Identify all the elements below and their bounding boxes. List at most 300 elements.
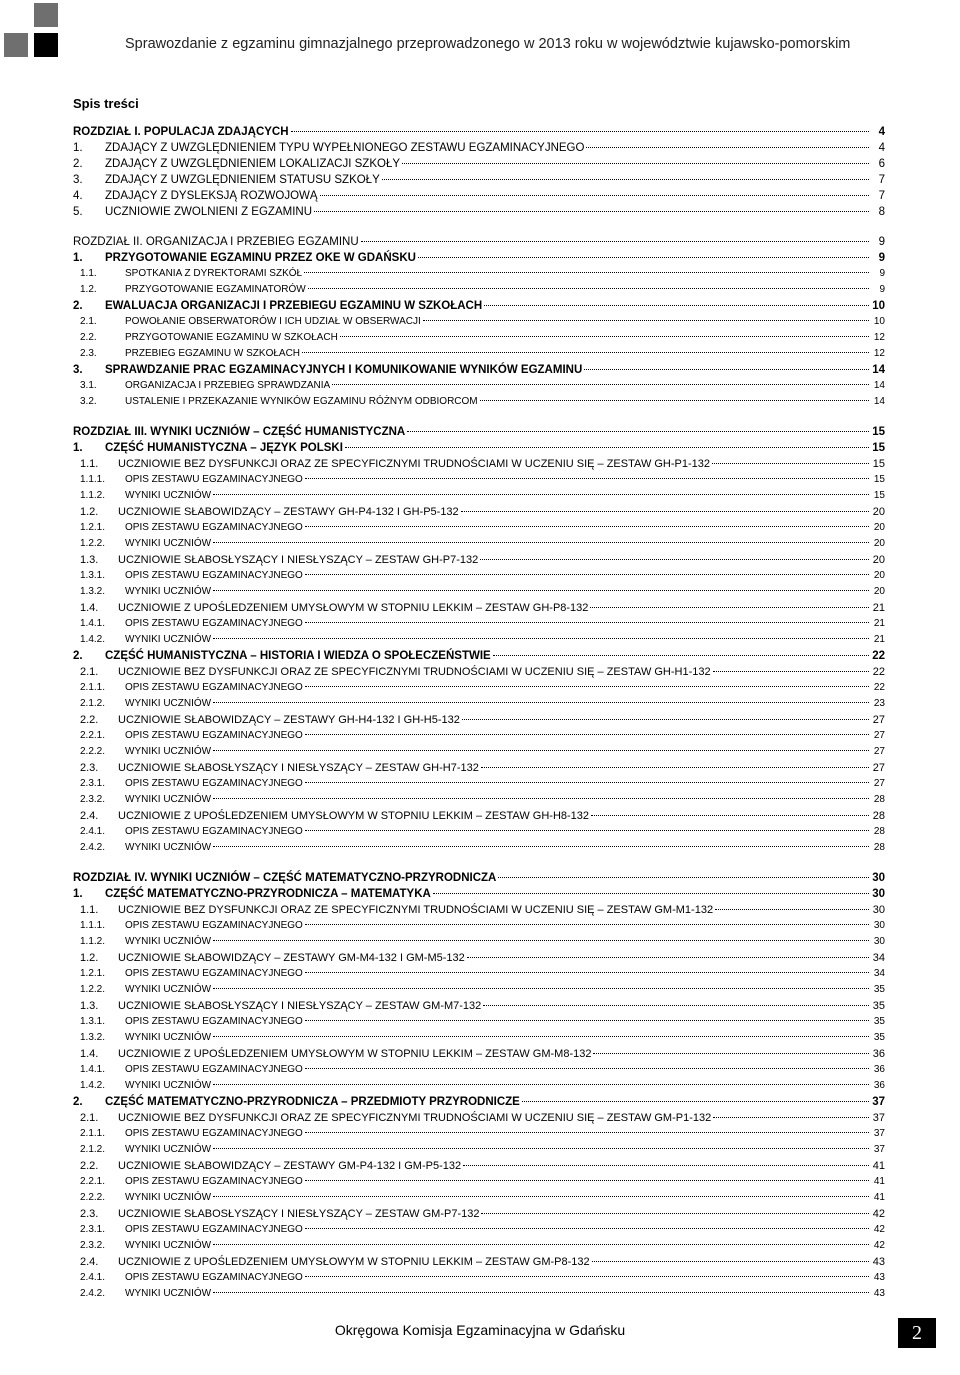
toc-entry[interactable] [73,1014,885,1030]
toc-entry-number: 1.2.1. [80,968,106,979]
toc-entry-title: ROZDZIAŁ III. WYNIKI UCZNIÓW – CZĘŚĆ HUMANISTYCZNA [73,426,406,438]
toc-entry-title: WYNIKI UCZNIÓW [125,1288,212,1299]
toc-entry-number: 1.1.1. [80,920,106,931]
toc-dot-leader [483,1005,869,1006]
toc-entry[interactable] [73,966,885,982]
toc-dot-leader [407,431,869,432]
toc-entry[interactable] [73,1030,885,1046]
toc-entry[interactable] [73,378,885,394]
toc-entry-title: PRZYGOTOWANIE EGZAMINU W SZKOŁACH [125,332,338,343]
toc-dot-leader [418,257,869,258]
toc-entry-title: UCZNIOWIE SŁABOWIDZĄCY – ZESTAWY GH-P4-132 I GH-P5-132 [118,506,459,518]
toc-dot-leader [305,1132,869,1133]
toc-entry-number: 2.2.1. [80,1176,106,1187]
toc-entry-number: 2.2.1. [80,730,106,741]
toc-spacer [73,410,885,424]
toc-dot-leader [498,877,869,878]
toc-entry[interactable] [73,902,885,918]
toc-entry-number: 1.4.1. [80,1064,106,1075]
toc-entry[interactable] [73,204,885,220]
toc-entry-page: 15 [873,490,885,501]
toc-dot-leader [302,352,869,353]
toc-entry[interactable] [73,568,885,584]
toc-entry[interactable] [73,792,885,808]
toc-entry-page: 30 [872,872,885,884]
toc-entry-page: 23 [873,698,885,709]
toc-entry-title: WYNIKI UCZNIÓW [125,1080,212,1091]
toc-entry[interactable] [73,536,885,552]
toc-entry-number: 3.1. [80,380,97,391]
toc-entry-title: ZDAJĄCY Z DYSLEKSJĄ ROZWOJOWĄ [105,190,318,202]
toc-entry[interactable] [73,188,885,204]
toc-dot-leader [213,1244,869,1245]
toc-entry[interactable] [73,1222,885,1238]
toc-entry[interactable] [73,1286,885,1302]
toc-entry[interactable] [73,728,885,744]
toc-dot-leader [314,211,869,212]
logo [0,0,60,60]
toc-entry-number: 2.4.1. [80,826,106,837]
toc-entry[interactable] [73,140,885,156]
toc-entry-number: 2.4.2. [80,842,106,853]
toc-dot-leader [213,1292,869,1293]
toc-dot-leader [304,272,869,273]
toc-entry-title: EWALUACJA ORGANIZACJI I PRZEBIEGU EGZAMINU W SZKOŁACH [105,300,483,312]
toc-entry-number: 1.2. [80,952,99,964]
toc-entry[interactable] [73,362,885,378]
toc-dot-leader [305,1068,869,1069]
toc-entry-number: 2.1.1. [80,1128,106,1139]
toc-entry[interactable] [73,1110,885,1126]
toc-entry-number: 1.2.2. [80,984,106,995]
toc-entry[interactable] [73,156,885,172]
toc-entry-number: 1. [73,442,83,454]
toc-entry-title: WYNIKI UCZNIÓW [125,936,212,947]
toc-entry-title: UCZNIOWIE Z UPOŚLEDZENIEM UMYSŁOWYM W STOPNIU LEKKIM – ZESTAW GM-P8-132 [118,1256,590,1268]
toc-dot-leader [213,638,869,639]
toc-entry-page: 35 [872,1000,885,1012]
toc-dot-leader [305,1276,869,1277]
toc-entry-page: 20 [872,506,885,518]
toc-entry-number: 1. [73,142,83,154]
toc-entry[interactable] [73,456,885,472]
toc-entry-title: OPIS ZESTAWU EGZAMINACYJNEGO [125,920,303,931]
toc-dot-leader [213,1148,869,1149]
toc-entry-page: 30 [872,888,885,900]
toc-entry-title: OPIS ZESTAWU EGZAMINACYJNEGO [125,1224,303,1235]
toc-entry[interactable] [73,250,885,266]
toc-entry-number: 4. [73,190,83,202]
toc-entry-title: OPIS ZESTAWU EGZAMINACYJNEGO [125,522,303,533]
toc-entry-number: 1.3. [80,1000,99,1012]
toc-entry[interactable] [73,1254,885,1270]
toc-entry-page: 7 [878,190,885,202]
toc-entry[interactable] [73,584,885,600]
toc-entry-page: 20 [873,570,885,581]
toc-entry[interactable] [73,696,885,712]
toc-entry-number: 1.2. [80,506,99,518]
toc-entry-number: 2.4.1. [80,1272,106,1283]
toc-entry[interactable] [73,776,885,792]
toc-entry-title: POWOŁANIE OBSERWATORÓW I ICH UDZIAŁ W OBSERWACJI [125,316,421,327]
toc-dot-leader [305,1180,869,1181]
toc-dot-leader [586,147,869,148]
toc-entry-title: OPIS ZESTAWU EGZAMINACYJNEGO [125,778,303,789]
toc-entry-number: 1.4.2. [80,634,106,645]
toc-entry-number: 2.1.2. [80,698,106,709]
toc-entry-page: 20 [872,554,885,566]
toc-entry[interactable] [73,934,885,950]
toc-dot-leader [522,1101,869,1102]
toc-dot-leader [713,1117,869,1118]
toc-entry-title: UCZNIOWIE SŁABOWIDZĄCY – ZESTAWY GH-H4-132 I GH-H5-132 [118,714,460,726]
toc-entry[interactable] [73,808,885,824]
toc-dot-leader [213,542,869,543]
logo-square [34,33,58,57]
toc-entry-page: 21 [873,618,885,629]
toc-dot-leader [305,478,869,479]
toc-chapter[interactable] [73,870,885,886]
toc-entry[interactable] [73,1126,885,1142]
toc-entry-page: 15 [872,426,885,438]
toc-entry-number: 2.1. [80,1112,99,1124]
toc-dot-leader [213,702,869,703]
toc-entry[interactable] [73,648,885,664]
toc-entry-title: CZĘŚĆ MATEMATYCZNO-PRZYRODNICZA – MATEMATYKA [105,888,431,900]
toc-entry[interactable] [73,744,885,760]
toc-entry-number: 2.3.1. [80,1224,106,1235]
toc-dot-leader [305,1020,869,1021]
toc-entry-page: 7 [878,174,885,186]
toc-entry[interactable] [73,760,885,776]
toc-entry-title: OPIS ZESTAWU EGZAMINACYJNEGO [125,730,303,741]
toc-entry-number: 2.3. [80,1208,99,1220]
toc-entry-page: 12 [873,348,885,359]
toc-entry[interactable] [73,172,885,188]
toc-entry[interactable] [73,282,885,298]
toc-entry-title: UCZNIOWIE BEZ DYSFUNKCJI ORAZ ZE SPECYFICZNYMI TRUDNOŚCIAMI W UCZENIU SIĘ – ZESTAW GH-P1-132 [118,458,711,470]
toc-dot-leader [213,1036,869,1037]
toc-dot-leader [291,131,869,132]
toc-entry-number: 1.3.2. [80,1032,106,1043]
toc-entry-number: 1.1. [80,268,97,279]
toc-entry-number: 2.1.2. [80,1144,106,1155]
toc-entry[interactable] [73,330,885,346]
toc-dot-leader [480,559,869,560]
toc-entry-page: 41 [872,1160,885,1172]
toc-entry-page: 20 [873,586,885,597]
toc-dot-leader [462,719,869,720]
toc-entry[interactable] [73,616,885,632]
toc-entry[interactable] [73,504,885,520]
toc-entry-title: OPIS ZESTAWU EGZAMINACYJNEGO [125,570,303,581]
toc-entry-number: 1.1.2. [80,490,106,501]
toc-entry[interactable] [73,266,885,282]
toc-dot-leader [308,288,869,289]
toc-chapter[interactable] [73,124,885,140]
toc-entry-title: UCZNIOWIE ZWOLNIENI Z EGZAMINU [105,206,312,218]
toc-entry[interactable] [73,1046,885,1062]
toc-entry-number: 1.2. [80,284,97,295]
toc-entry[interactable] [73,1270,885,1286]
toc-entry[interactable] [73,950,885,966]
toc-entry-page: 15 [873,474,885,485]
toc-entry[interactable] [73,680,885,696]
toc-entry-page: 14 [873,396,885,407]
toc-entry-title: WYNIKI UCZNIÓW [125,746,212,757]
toc-entry-number: 2.2. [80,332,97,343]
toc-entry-title: UCZNIOWIE SŁABOSŁYSZĄCY I NIESŁYSZĄCY – ZESTAW GM-P7-132 [118,1208,480,1220]
toc-dot-leader [484,305,869,306]
toc-entry-title: OPIS ZESTAWU EGZAMINACYJNEGO [125,1176,303,1187]
toc-entry-title: CZĘŚĆ HUMANISTYCZNA – JĘZYK POLSKI [105,442,343,454]
toc-entry-title: WYNIKI UCZNIÓW [125,698,212,709]
toc-entry-page: 41 [873,1176,885,1187]
toc-entry-title: WYNIKI UCZNIÓW [125,1144,212,1155]
toc-entry-number: 1.2.2. [80,538,106,549]
toc-entry-page: 22 [872,650,885,662]
toc-entry-page: 20 [873,522,885,533]
toc-entry-title: UCZNIOWIE BEZ DYSFUNKCJI ORAZ ZE SPECYFICZNYMI TRUDNOŚCIAMI W UCZENIU SIĘ – ZESTAW GM-M1-132 [118,904,714,916]
toc-entry[interactable] [73,600,885,616]
toc-entry[interactable] [73,394,885,410]
toc-entry[interactable] [73,1238,885,1254]
toc-dot-leader [213,846,869,847]
toc-entry-title: UCZNIOWIE SŁABOSŁYSZĄCY I NIESŁYSZĄCY – ZESTAW GH-H7-132 [118,762,479,774]
toc-dot-leader [480,400,869,401]
toc-entry[interactable] [73,1206,885,1222]
toc-entry[interactable] [73,1158,885,1174]
toc-entry-page: 37 [872,1112,885,1124]
toc-entry-title: WYNIKI UCZNIÓW [125,634,212,645]
toc-entry-title: UCZNIOWIE Z UPOŚLEDZENIEM UMYSŁOWYM W STOPNIU LEKKIM – ZESTAW GH-P8-132 [118,602,589,614]
toc-entry-page: 37 [873,1128,885,1139]
toc-entry-page: 15 [872,442,885,454]
toc-entry-number: 1.4.1. [80,618,106,629]
toc-entry-page: 10 [873,316,885,327]
toc-entry-number: 2. [73,300,83,312]
toc-entry[interactable] [73,918,885,934]
toc-dot-leader [712,463,869,464]
toc-entry-number: 1.3.2. [80,586,106,597]
toc-entry-number: 2.4. [80,1256,99,1268]
toc-dot-leader [332,384,869,385]
toc-entry-page: 43 [873,1272,885,1283]
logo-square [34,3,58,27]
toc-entry-title: ZDAJĄCY Z UWZGLĘDNIENIEM LOKALIZACJI SZKOŁY [105,158,401,170]
toc-entry-number: 2.3.2. [80,1240,106,1251]
toc-entry-number: 3. [73,364,83,376]
toc-entry-page: 36 [873,1064,885,1075]
toc-entry-title: ROZDZIAŁ I. POPULACJA ZDAJĄCYCH [73,126,289,138]
toc-entry-title: PRZEBIEG EGZAMINU W SZKOŁACH [125,348,301,359]
toc-entry-page: 43 [873,1288,885,1299]
toc-entry[interactable] [73,632,885,648]
toc-entry-number: 2.2. [80,714,99,726]
toc-entry-number: 2.1.1. [80,682,106,693]
toc-entry-page: 20 [873,538,885,549]
toc-entry-number: 2.4.2. [80,1288,106,1299]
toc-entry-number: 1.1. [80,904,99,916]
toc-entry-page: 27 [872,762,885,774]
toc-entry[interactable] [73,520,885,536]
toc-entry[interactable] [73,314,885,330]
toc-entry-number: 2.3.1. [80,778,106,789]
toc-entry-page: 8 [878,206,885,218]
toc-entry-title: WYNIKI UCZNIÓW [125,490,212,501]
toc-entry-page: 10 [872,300,885,312]
toc-entry-title: UCZNIOWIE BEZ DYSFUNKCJI ORAZ ZE SPECYFICZNYMI TRUDNOŚCIAMI W UCZENIU SIĘ – ZESTAW GH-H1-132 [118,666,711,678]
toc-entry-title: CZĘŚĆ HUMANISTYCZNA – HISTORIA I WIEDZA O SPOŁECZEŃSTWIE [105,650,491,662]
toc-entry-page: 4 [878,126,885,138]
toc-entry-page: 28 [873,826,885,837]
toc-dot-leader [213,1084,869,1085]
toc-entry-page: 27 [873,730,885,741]
toc-entry[interactable] [73,998,885,1014]
toc-entry[interactable] [73,664,885,680]
toc-entry-number: 2.1. [80,316,97,327]
toc-entry[interactable] [73,982,885,998]
toc-entry-page: 36 [873,1080,885,1091]
toc-entry-page: 9 [879,284,885,295]
toc-entry-page: 21 [873,634,885,645]
toc-entry-title: CZĘŚĆ MATEMATYCZNO-PRZYRODNICZA – PRZEDMIOTY PRZYRODNICZE [105,1096,520,1108]
toc-entry-number: 2.3. [80,348,97,359]
toc-entry-page: 30 [872,904,885,916]
toc-chapter[interactable] [73,424,885,440]
toc-entry-title: ZDAJĄCY Z UWZGLĘDNIENIEM TYPU WYPEŁNIONEGO ZESTAWU EGZAMINACYJNEGO [105,142,585,154]
toc-entry-number: 2. [73,650,83,662]
toc-entry[interactable] [73,346,885,362]
toc-entry[interactable] [73,298,885,314]
toc-entry[interactable] [73,472,885,488]
toc-dot-leader [213,1196,869,1197]
toc-dot-leader [305,924,869,925]
toc-entry-page: 22 [872,666,885,678]
toc-entry-title: WYNIKI UCZNIÓW [125,1240,212,1251]
toc-entry-number: 1.3. [80,554,99,566]
toc-entry[interactable] [73,488,885,504]
toc-entry-number: 3. [73,174,83,186]
toc-entry-page: 36 [872,1048,885,1060]
toc-chapter[interactable] [73,234,885,250]
toc-dot-leader [305,1228,869,1229]
toc-dot-leader [592,1261,869,1262]
toc-entry-title: WYNIKI UCZNIÓW [125,586,212,597]
toc-dot-leader [320,195,869,196]
toc-entry-page: 30 [873,936,885,947]
toc-entry-page: 14 [872,364,885,376]
toc-entry-number: 1.1. [80,458,99,470]
toc-entry-number: 2.2. [80,1160,99,1172]
toc-entry[interactable] [73,886,885,902]
toc-entry-number: 5. [73,206,83,218]
toc-entry-title: OPIS ZESTAWU EGZAMINACYJNEGO [125,968,303,979]
toc-entry-page: 15 [872,458,885,470]
toc-entry[interactable] [73,840,885,856]
toc-entry-page: 21 [872,602,885,614]
toc-entry-page: 42 [872,1208,885,1220]
toc-entry[interactable] [73,552,885,568]
toc-entry-title: UCZNIOWIE SŁABOSŁYSZĄCY I NIESŁYSZĄCY – ZESTAW GM-M7-132 [118,1000,482,1012]
toc-dot-leader [361,241,869,242]
toc-entry-number: 2.2.2. [80,1192,106,1203]
toc-dot-leader [715,909,869,910]
toc-entry[interactable] [73,712,885,728]
toc-entry[interactable] [73,824,885,840]
toc-entry-title: OPIS ZESTAWU EGZAMINACYJNEGO [125,474,303,485]
toc-entry-page: 28 [873,842,885,853]
toc-entry-number: 2.2.2. [80,746,106,757]
toc-entry[interactable] [73,1190,885,1206]
toc-spacer [73,220,885,234]
toc-entry-page: 42 [873,1240,885,1251]
toc-dot-leader [305,830,869,831]
toc-dot-leader [713,671,869,672]
toc-entry-title: SPRAWDZANIE PRAC EGZAMINACYJNYCH I KOMUNIKOWANIE WYNIKÓW EGZAMINU [105,364,583,376]
toc-entry-title: OPIS ZESTAWU EGZAMINACYJNEGO [125,618,303,629]
toc-spacer [73,856,885,870]
page-footer: Okręgowa Komisja Egzaminacyjna w Gdańsku [334,1322,626,1338]
toc-entry-number: 1. [73,252,83,264]
toc-entry[interactable] [73,440,885,456]
toc-entry-page: 42 [873,1224,885,1235]
toc-dot-leader [213,590,869,591]
toc-dot-leader [345,447,869,448]
toc-entry-title: OPIS ZESTAWU EGZAMINACYJNEGO [125,1272,303,1283]
toc-entry-title: SPOTKANIA Z DYREKTORAMI SZKÓŁ [125,268,303,279]
toc-entry-number: 2.1. [80,666,99,678]
toc-entry-page: 37 [872,1096,885,1108]
toc-dot-leader [305,734,869,735]
toc-entry-number: 2. [73,1096,83,1108]
toc-entry-page: 28 [873,794,885,805]
toc-entry-title: OPIS ZESTAWU EGZAMINACYJNEGO [125,826,303,837]
toc-dot-leader [305,686,869,687]
toc-entry[interactable] [73,1142,885,1158]
toc-entry-page: 41 [873,1192,885,1203]
toc-dot-leader [213,798,869,799]
toc-dot-leader [591,815,869,816]
toc-entry[interactable] [73,1174,885,1190]
toc-dot-leader [481,1213,869,1214]
toc-entry[interactable] [73,1094,885,1110]
toc-entry-number: 2.4. [80,810,99,822]
toc-entry-number: 1.2.1. [80,522,106,533]
toc-dot-leader [305,622,869,623]
toc-entry-page: 9 [878,236,885,248]
toc-entry-title: WYNIKI UCZNIÓW [125,1032,212,1043]
toc-dot-leader [213,940,869,941]
toc-entry-title: WYNIKI UCZNIÓW [125,538,212,549]
toc-dot-leader [433,893,869,894]
toc-entry-page: 34 [873,968,885,979]
toc-entry-title: UCZNIOWIE SŁABOWIDZĄCY – ZESTAWY GM-M4-132 I GM-M5-132 [118,952,465,964]
logo-square [4,33,28,57]
toc-entry[interactable] [73,1062,885,1078]
toc-entry-title: OPIS ZESTAWU EGZAMINACYJNEGO [125,682,303,693]
toc-entry-title: USTALENIE I PRZEKAZANIE WYNIKÓW EGZAMINU RÓŻNYM ODBIORCOM [125,396,478,407]
toc-entry-title: PRZYGOTOWANIE EGZAMINATORÓW [125,284,306,295]
toc-entry-page: 30 [873,920,885,931]
toc-entry-number: 2.3.2. [80,794,106,805]
toc-dot-leader [590,607,869,608]
toc-dot-leader [467,957,869,958]
toc-entry-title: ROZDZIAŁ IV. WYNIKI UCZNIÓW – CZĘŚĆ MATEMATYCZNO-PRZYRODNICZA [73,872,497,884]
toc-entry-number: 1.4. [80,602,99,614]
toc-dot-leader [305,574,869,575]
toc-entry[interactable] [73,1078,885,1094]
